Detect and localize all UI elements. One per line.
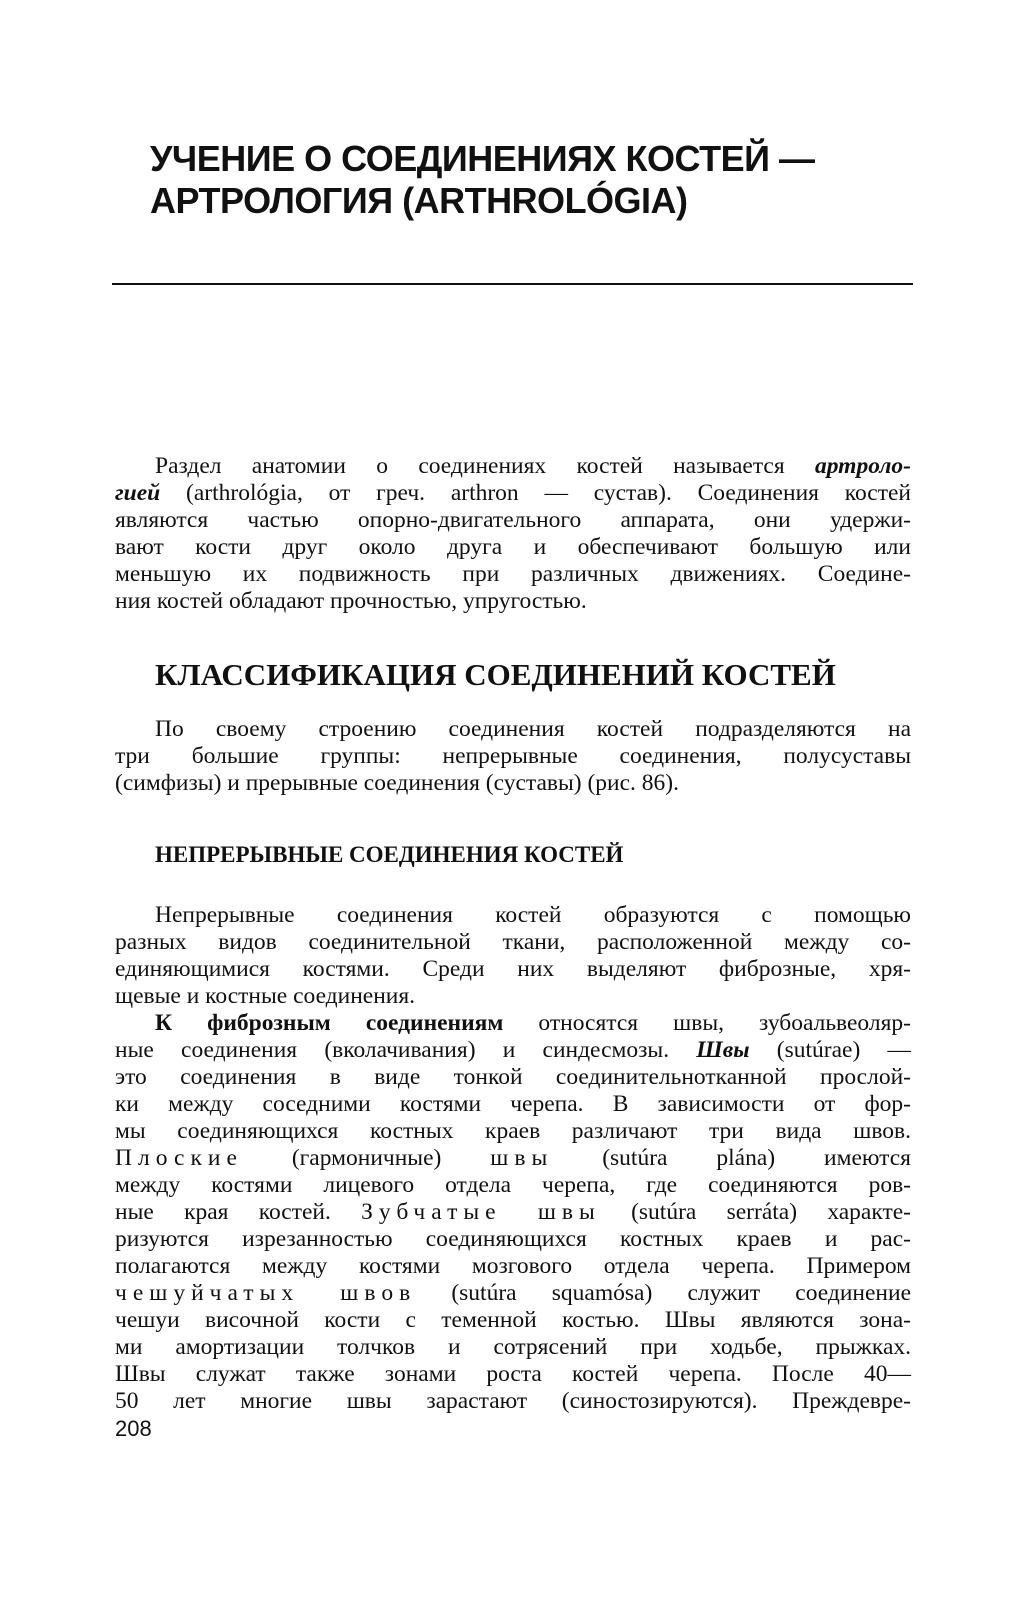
text-line: ми амортизации толчков и сотрясений при ходьбе, прыжках. bbox=[115, 1334, 911, 1360]
text-run: (arthrológia, от греч. arthron — сустав). Соединения костей bbox=[160, 480, 911, 506]
text-run: (sutúra serráta) характе- bbox=[600, 1199, 911, 1225]
text-line: ризуются изрезанностью соединяющихся костных краев и рас- bbox=[115, 1226, 911, 1252]
page-number: 208 bbox=[115, 1416, 152, 1441]
spaced-term: Плоские bbox=[115, 1145, 243, 1171]
text-run: (sutúra squamósa) служит соединение bbox=[416, 1280, 911, 1306]
text-line: разных видов соединительной ткани, расположенной между со- bbox=[115, 929, 911, 955]
spaced-term: чешуйчатых швов bbox=[115, 1280, 417, 1306]
text-line: это соединения в виде тонкой соединительнотканной прослой- bbox=[115, 1064, 911, 1090]
text-line bbox=[115, 1145, 911, 1172]
text-line: Непрерывные соединения костей образуются с помощью bbox=[155, 902, 911, 928]
spaced-term: швы bbox=[490, 1145, 554, 1171]
text-line: ки между соседними костями черепа. В зависимости от фор- bbox=[115, 1091, 911, 1117]
text-line: (симфизы) и прерывные соединения (суставы) (рис. 86). bbox=[115, 770, 679, 796]
text-run: ные соединения (вколачивания) и синдесмозы. bbox=[115, 1037, 697, 1063]
term-sutures: Швы bbox=[696, 1037, 750, 1063]
text-line: являются частью опорно-двигательного аппарата, они удержи- bbox=[115, 507, 911, 533]
text-line bbox=[115, 1280, 911, 1307]
continuous-joints-paragraph bbox=[115, 902, 911, 1010]
text-line: единяющимися костями. Среди них выделяют фиброзные, хря- bbox=[115, 956, 911, 982]
text-run: (sutúrae) — bbox=[749, 1037, 912, 1063]
text-line: По своему строению соединения костей подразделяются на bbox=[155, 716, 911, 742]
text-line: меньшую их подвижность при различных движениях. Соедине- bbox=[115, 561, 911, 587]
text-line bbox=[115, 453, 911, 480]
section-heading-classification: КЛАССИФИКАЦИЯ СОЕДИНЕНИЙ КОСТЕЙ bbox=[155, 657, 836, 692]
text-line bbox=[115, 480, 911, 507]
term-arthrology: артроло- bbox=[814, 453, 911, 479]
text-line: Швы служат также зонами роста костей черепа. После 40— bbox=[115, 1361, 911, 1387]
title-divider bbox=[112, 283, 913, 285]
text-line bbox=[115, 1199, 911, 1226]
page-title-line-2: АРТРОЛОГИЯ (ARTHROLÓGIA) bbox=[150, 180, 688, 221]
fibrous-joints-paragraph bbox=[115, 1010, 911, 1415]
section-heading-continuous-joints: НЕПРЕРЫВНЫЕ СОЕДИНЕНИЯ КОСТЕЙ bbox=[155, 842, 624, 867]
text-line: три большие группы: непрерывные соединения, полусуставы bbox=[115, 743, 911, 769]
text-run: (гармоничные) bbox=[242, 1145, 491, 1171]
intro-paragraph bbox=[115, 453, 911, 615]
text-line: между костями лицевого отдела черепа, где соединяются ров- bbox=[115, 1172, 911, 1198]
text-run: Раздел анатомии о соединениях костей называется bbox=[155, 453, 815, 479]
text-run: (sutúra plána) имеются bbox=[553, 1145, 911, 1171]
text-line: полагаются между костями мозгового отдела черепа. Примером bbox=[115, 1253, 911, 1279]
text-line: 50 лет многие швы зарастают (синостозируются). Преждевре- bbox=[115, 1388, 911, 1414]
classification-paragraph bbox=[115, 716, 911, 797]
text-line bbox=[115, 1010, 911, 1037]
bold-term: К фиброзным соединениям bbox=[155, 1010, 504, 1036]
text-line: чешуи височной кости с теменной костью. Швы являются зона- bbox=[115, 1307, 911, 1333]
text-run: относятся швы, зубоальвеоляр- bbox=[503, 1010, 911, 1036]
page-title-line-1: УЧЕНИЕ О СОЕДИНЕНИЯХ КОСТЕЙ — bbox=[150, 138, 815, 179]
page-title bbox=[150, 138, 910, 222]
text-line: мы соединяющихся костных краев различают три вида швов. bbox=[115, 1118, 911, 1144]
spaced-term: Зубчатые швы bbox=[361, 1199, 601, 1225]
text-run: ные края костей. bbox=[115, 1199, 362, 1225]
term-arthrology-end: гией bbox=[115, 480, 161, 506]
text-line bbox=[115, 1037, 911, 1064]
text-line: вают кости друг около друга и обеспечивают большую или bbox=[115, 534, 911, 560]
text-line: ния костей обладают прочностью, упругостью. bbox=[115, 588, 587, 614]
text-line: щевые и костные соединения. bbox=[115, 983, 416, 1009]
